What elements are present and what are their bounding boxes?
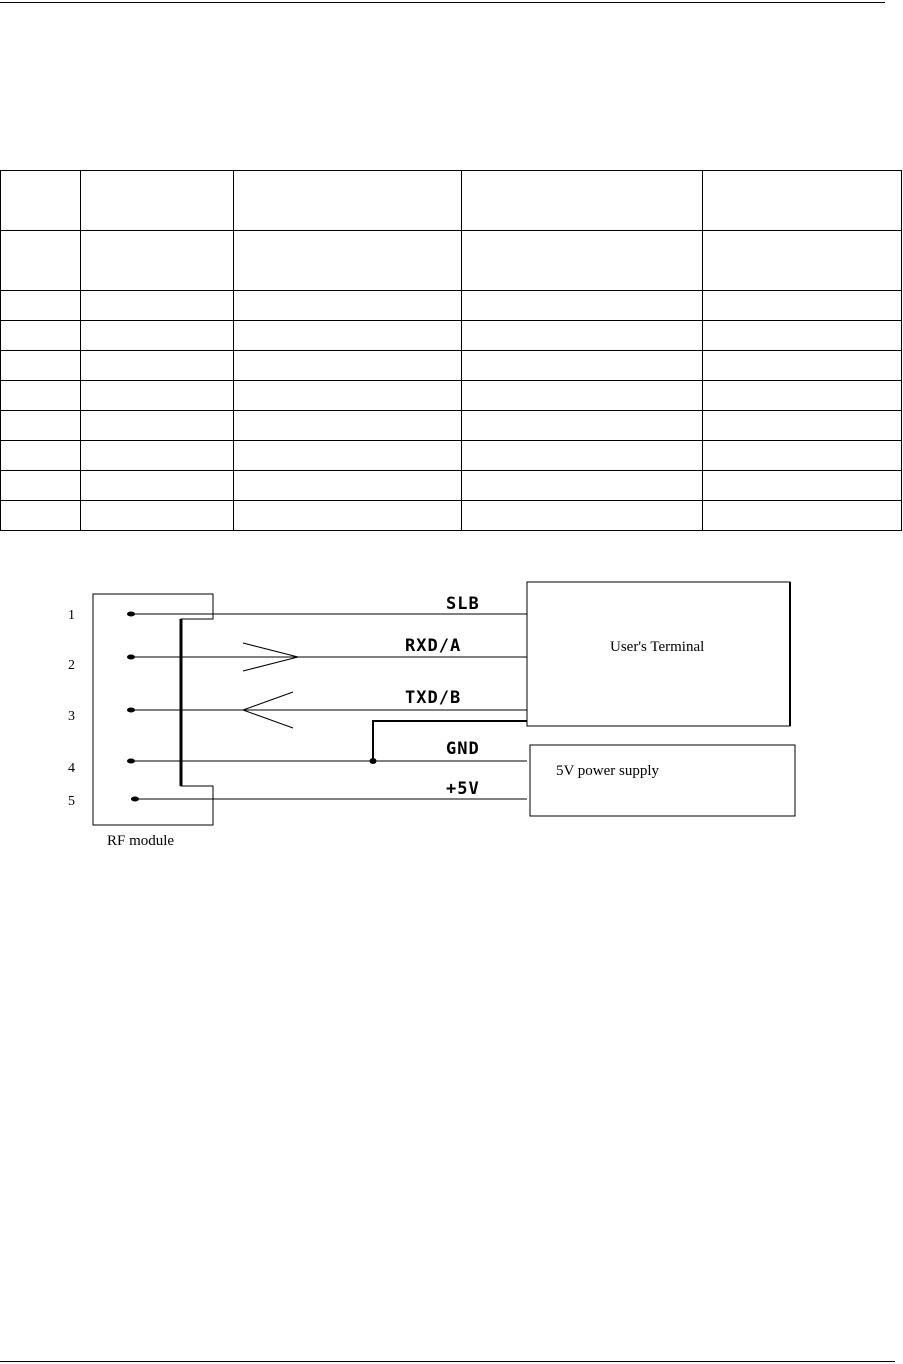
pin-dot — [131, 797, 139, 802]
gnd-label: GND — [446, 739, 480, 759]
power-supply-label: 5V power supply — [556, 763, 660, 779]
pin-number: 4 — [68, 761, 75, 776]
user-terminal-label: User's Terminal — [610, 639, 705, 655]
rf-module-label: RF module — [107, 833, 175, 849]
pin-dot — [127, 759, 135, 764]
pin-number: 5 — [68, 794, 75, 809]
power-supply-box — [530, 745, 795, 816]
slb-label: SLB — [446, 594, 480, 614]
pin-number: 1 — [68, 608, 75, 623]
vcc-label: +5V — [446, 779, 480, 799]
pin-dot — [127, 612, 135, 617]
rxd-label: RXD/A — [405, 636, 462, 656]
footer-rule — [0, 1361, 895, 1362]
pin-dot — [127, 655, 135, 660]
pin-number: 2 — [68, 658, 75, 673]
pin-dot — [127, 708, 135, 713]
junction-dot — [370, 758, 377, 764]
txd-label: TXD/B — [405, 688, 462, 708]
pin-number: 3 — [68, 709, 75, 724]
